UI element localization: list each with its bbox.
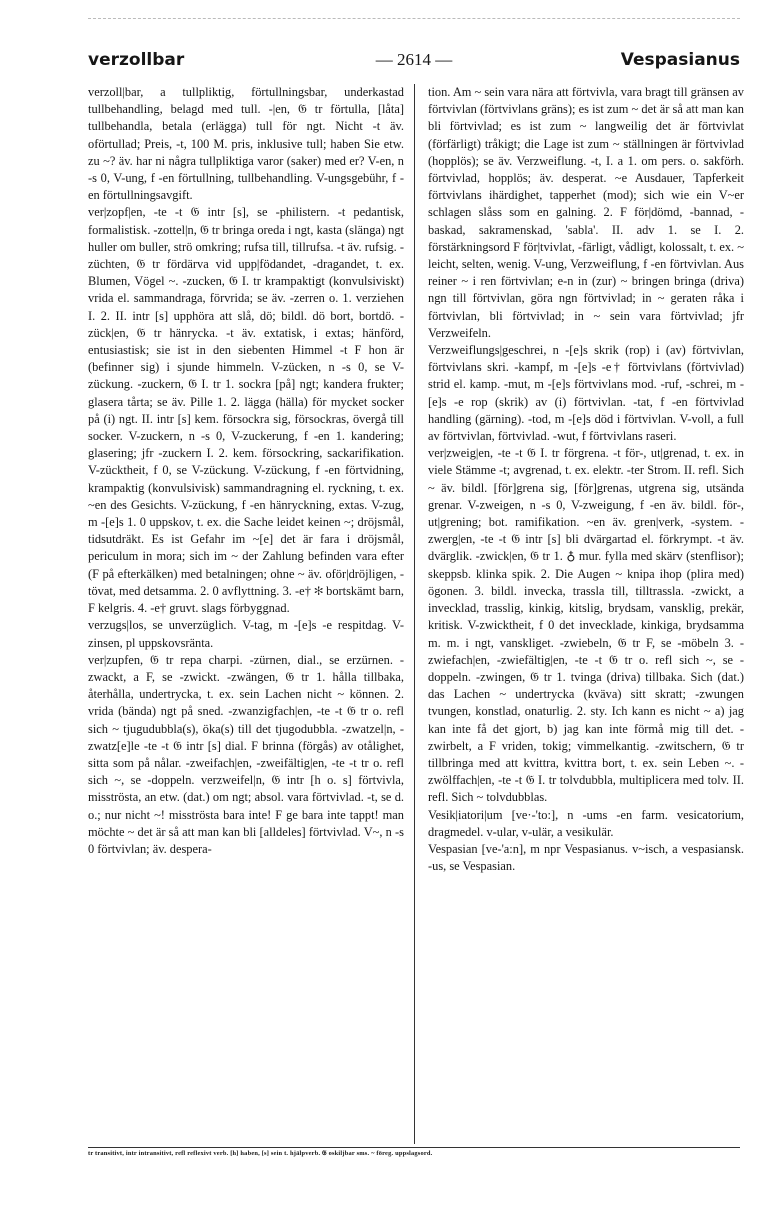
header-right-guideword: Vespasianus [620, 50, 740, 70]
footer-rule [88, 1147, 740, 1148]
entry-verzollbar: verzoll|bar, a tullpliktig, förtullningsbar, underkastad tullbehandling, belagd med tull. -|en, 𝔊 tr förtulla, [låta] tullbehandla, betala (erlägga) tull för ngt. Nicht -t äv. oförtullad; Preis, -t, 100 M. pris, inklusive tull; haben Sie etw. zu ~? äv. har ni några tullpliktiga varor (saker) med er? V-en, n -s 0, V-ung, f -en förtullning, tullbehandling. V-ungsgebühr, f -en förtullningsavgift. [88, 85, 404, 203]
entry-verzupfen: ver|zupfen, 𝔊 tr repa charpi. -zürnen, dial., se erzürnen. -zwackt, a F, se -zwickt. -zwängen, 𝔊 tr 1. hålla tillbaka, återhålla, undertrycka, t. ex. sein Lachen nicht ~ können. 2. vrida (bända) ngt på sned. -zwanzigfach|en, -te -t 𝔊 tr o. refl sich ~ tjugudubbla(s), öka(s) till det tjugodubbla. -zwatzel|n, -zwatz[e]le -te -t 𝔊 intr [s] dial. F brinna (förgås) av otålighet, sitta som på nålar. -zweifach|en, -zweifältig|en, -te -t tr o. refl sich ~, se -doppeln. verzweifel|n, 𝔊 intr [h o. s] förtvivla, misströsta, an etw. (dat.) om ngt; absol. vara förtvivlad. -t, se d. o.; nur nicht ~! misströsta bara inte! F ge bara inte tappt! man möchte ~ det är så att man kan bli [alldeles] förtvivlad. V~, n -s 0 förtvivlan; äv. despera- [88, 652, 404, 856]
page-number: — 2614 — [375, 50, 453, 69]
left-column [88, 84, 404, 1144]
top-edge-rule [88, 18, 740, 19]
right-column [428, 84, 744, 1144]
entry-verzugslos: verzugs|los, se unverzüglich. V-tag, m -[e]s -e respitdag. V-zinsen, pl uppskovsränta. [88, 618, 404, 650]
entry-vespasian: Vespasian [ve-'a:n], m npr Vespasianus. v~isch, a vespasiansk. -us, se Vespasian. [428, 841, 744, 874]
entry-verzweigen: ver|zweig|en, -te -t 𝔊 I. tr förgrena. -t för-, ut|grenad, t. ex. in viele Stämme -t; avgrenad, t. ex. elektr. -ter Strom. II. refl. Sich ~ äv. bildl. [för]grena sig, [för]grenas, utgrena sig, utsända grenar. V-zweigen, n -s 0, V-zweigung, f -en äv. bildl. för-, ut|grening; bot. ramifikation. ~en äv. gren|verk, -system. -zwerg|en, -te -t 𝔊 intr [s] bli dvärgartad el. förkrympt. -t äv. dvärglik. -zwick|en, 𝔊 tr 1. ♁ mur. fylla med skärv (stenflisor); skeppsb. klinka spik. 2. Die Augen ~ knipa ihop (plira med) ögonen. 3. bildl. invecka, trassla till, tilltrassla. -zwickt, a invecklad, trasslig, kinkig, kitslig, brydsam, vansklig, prekär, kritisk. V-zwicktheit, f 0 det invecklade, kinkiga, brydsamma m. m. i ngt, vanskliget. -zwiebeln, 𝔊 tr F, se -möbeln 3. -zwiefach|en, -zwiefältig|en, -te -t 𝔊 tr o. refl sich ~, se -doppeln. -zwingen, 𝔊 tr 1. tvinga (driva) tillbaka. Sich (dat.) das Lachen ~ undertrycka (kväva) sitt skratt; -zwungen tvungen, konstlad, onaturlig. 2. sty. Ich kann es nicht ~ a) jag kan inte få det gjort, b) jag kan inte förmå mig till det. -zwirbelt, a F vriden, tokig; vimmelkantig. -zwitschern, 𝔊 tr tillbringa med att kvittra, kvittra bort, t. ex. sein Leben ~. -zwölffach|en, -te -t 𝔊 I. tr tolvdubbla, multiplicera med tolv. II. refl. Sich ~ tolvdubblas. [428, 446, 744, 805]
abbreviation-legend: tr transitivt, intr intransitivt, refl reflexivt verb. [h] haben, [s] sein t. hjälpverb. 𝔊 oskiljbar sms. ~ föreg. uppslagsord. [88, 1150, 433, 1157]
entry-verzweifeln-cont: tion. Am ~ sein vara nära att förtvivla, vara bragt till gränsen av förtvivlan (förtvivlans gräns); es ist zum ~ det är så att man kan bli förtvivlad; es ist zum ~ langweilig det är förtvivlat (förfärligt) tråkigt; die Lage ist zum ~ ställningen är förtvivlad (hopplös); se äv. Verzweiflung. -t, I. a 1. om pers. o. sakförh. förtvivlad, hopplös; äv. desperat. ~e Ausdauer, Tapferkeit förtvivlans ihärdighet, tapperhet (mod); sich wie ein V~er schlagen slåss som en galning. 2. F för|dömd, -bannad, -baskad, sakramenskad, 'sabla'. II. adv 1. se I. 2. förstärkningsord F för|tvivlat, -färligt, vådligt, kolossalt, t. ex. ~ leicht, selten, wenig. V-ung, Verzweiflung, f -en förtvivlan. Aus reiner ~ i ren förtvivlan; e-n in (zur) ~ bringen bringa (driva) ngn till förtvivlan, göra ngn förtvivlad; in ~ geraten råka i förtvivlan, bli förtvivlad; in ~ sein vara förtvivlad; jfr Verzweifeln. [428, 85, 744, 340]
page-header [88, 46, 740, 74]
header-left-guideword: verzollbar [88, 50, 185, 70]
column-divider [414, 84, 415, 1144]
entry-verzopfen: ver|zopf|en, -te -t 𝔊 intr [s], se -philistern. -t pedantisk, formalistisk. -zottel|n, 𝔊 tr bringa oreda i ngt, kasta (slänga) ngt huller om buller, strö omkring; rufsa till, tillrufsa. -t äv. rufsig. -züchten, 𝔊 tr fördärva vid upp|födandet, -dragandet, t. ex. Blumen, Vögel ~. -zucken, 𝔊 I. tr krampaktigt (konvulsiviskt) vrida el. sammandraga, förvrida; se äv. -zerren o. 1. verziehen I. 2. II. intr [s] upphöra att slå, dö; bildl. dö bort, bortdö. -zück|en, 𝔊 tr hänrycka. -t äv. extatisk, i extas; hänförd, entusiastisk; sie ist in den siebenten Himmel -t F hon är (befinner sig) i sjunde himmeln. V-zücken, n -s 0, se V-zückung. -zuckern, 𝔊 I. tr 1. sockra [på] ngt; kandera frukter; glasera tårta; se äv. Pille 1. 2. lägga (hälla) för mycket socker på (i) ngt. II. intr [s] kem. försockra sig, försockras, övergå till socker. V-zuckern, n -s 0, V-zuckerung, f -en 1. kandering; glasering; jfr -zuckern I. 2. kem. försockring, sackarifikation. V-zücktheit, f 0, se V-zückung. V-zückung, f -en förtvidning, krampaktig (konvulsivisk) sammandragning el. ryckning, t. ex. ~en des Gesichts. V-zückung, f -en hänryckning, extas. V-zug, m -[e]s 1. 0 uppskov, t. ex. die Sache leidet keinen ~; dröjsmål, tidsutdräkt. Es ist Gefahr im ~[e] det är fara i dröjsmål, periculum in mora; sich im ~ der Zahlung befinden vara efter (F på efterkälken) med betalningen; ohne ~ äv. oför|dröjligen, -tövat, med detsamma. 2. 0 avflyttning. 3. -e† ✻ bortskämt barn, F kelgris. 4. -e† gruvt. slags förbyggnad. [88, 205, 404, 616]
entry-verzweiflungsgeschrei: Verzweiflungs|geschrei, n -[e]s skrik (rop) i (av) förtvivlan, förtvivlans skri. -kampf, m -[e]s -e† förtvivlans (förtvivlad) strid el. kamp. -mut, m -[e]s förtvivlans mod. -ruf, -schrei, m -[e]s -e rop (skrik) av (i) förtvivlan. -tat, f -en förtvivlad handling (gärning). -tod, m -[e]s död i förtvivlan. V-voll, a full av förtvivlan, förtvivlad. -wut, f förtvivlans raseri. [428, 343, 744, 444]
entry-vesikatorium: Vesik|iatori|um [ve·-'to:], n -ums -en farm. vesicatorium, dragmedel. v-ular, v-ulär, a vesikulär. [428, 807, 744, 839]
